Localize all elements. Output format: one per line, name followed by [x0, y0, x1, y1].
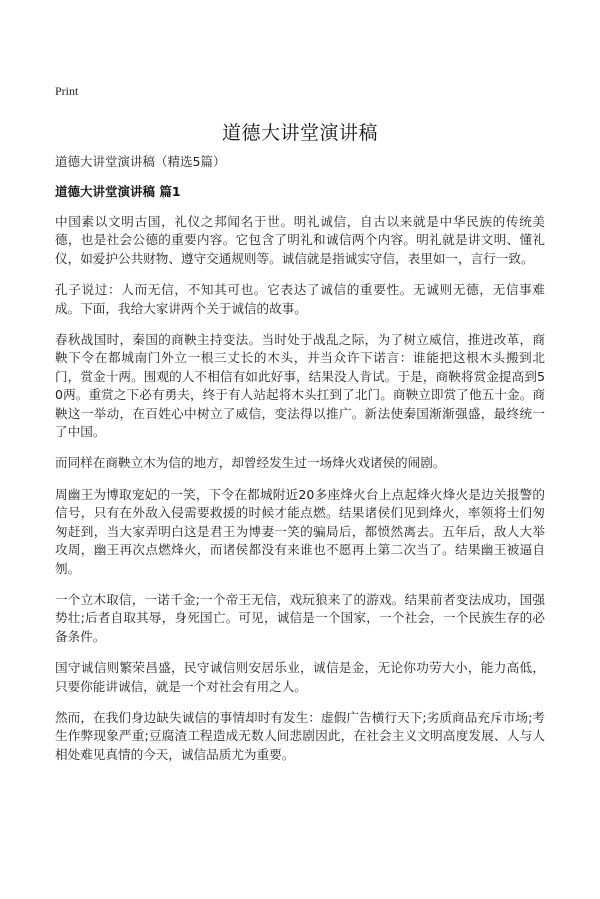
paragraph: 中国素以文明古国，礼仪之邦闻名于世。明礼诚信，自古以来就是中华民族的传统美德，也是社会公德的重要内容。它包含了明礼和诚信两个内容。明礼就是讲文明、懂礼仪，如爱护公共财物、遵守交通规则等。诚信就是指诚实守信，表里如一，言行一致。	[55, 214, 545, 266]
section-heading: 道德大讲堂演讲稿 篇1	[55, 184, 181, 199]
paragraph: 一个立木取信，一诺千金;一个帝王无信，戏玩狼来了的游戏。结果前者变法成功，国强势壮;后者自取其辱，身死国亡。可见，诚信是一个国家，一个社会，一个民族生存的必备条件。	[55, 591, 545, 644]
paragraph: 然而，在我们身边缺失诚信的事情却时有发生：虚假广告横行天下;劣质商品充斥市场;考生作弊现象严重;豆腐渣工程造成无数人间悲剧因此，在社会主义文明高度发展、人与人相处难见真情的今天，诚信品质尤为重要。	[55, 709, 545, 762]
paragraph: 而同样在商鞅立木为信的地方，却曾经发生过一场烽火戏诸侯的闹剧。	[55, 455, 446, 471]
paragraph: 周幽王为博取宠妃的一笑，下令在都城附近20多座烽火台上点起烽火烽火是边关报警的信号，只有在外敌入侵需要救援的时候才能点燃。结果诸侯们见到烽火，率领将士们匆匆赶到，当大家弄明白这是君王为博妻一笑的骗局后，都愤然离去。五年后，敌人大举攻周，幽王再次点燃烽火，而诸侯都没有来谁也不愿再上第二次当了。结果幽王被逼自刎。	[55, 486, 545, 576]
paragraph: 孔子说过：人而无信，不知其可也。它表达了诚信的重要性。无诚则无德，无信事难成。下面，我给大家讲两个关于诚信的故事。	[55, 282, 545, 316]
paragraph: 国守诚信则繁荣昌盛，民守诚信则安居乐业，诚信是金，无论你功劳大小，能力高低，只要你能讲诚信，就是一个对社会有用之人。	[55, 660, 545, 694]
paragraph: 春秋战国时，秦国的商鞅主持变法。当时处于战乱之际，为了树立威信，推进改革，商鞅下令在都城南门外立一根三丈长的木头，并当众许下诺言：谁能把这根木头搬到北门，赏金十两。围观的人不相信有如此好事，结果没人肯试。于是，商鞅将赏金提高到50两。重赏之下必有勇夫，终于有人站起将木头扛到了北门。商鞅立即赏了他五十金。商鞅这一举动，在百姓心中树立了威信，变法得以推广。新法使秦国渐渐强盛，最终统一了中国。	[55, 332, 545, 440]
document-body	[55, 213, 545, 777]
print-label[interactable]: Print	[55, 84, 79, 98]
document-subtitle: 道德大讲堂演讲稿（精选5篇）	[55, 154, 226, 169]
page-title: 道德大讲堂演讲稿	[221, 122, 378, 144]
